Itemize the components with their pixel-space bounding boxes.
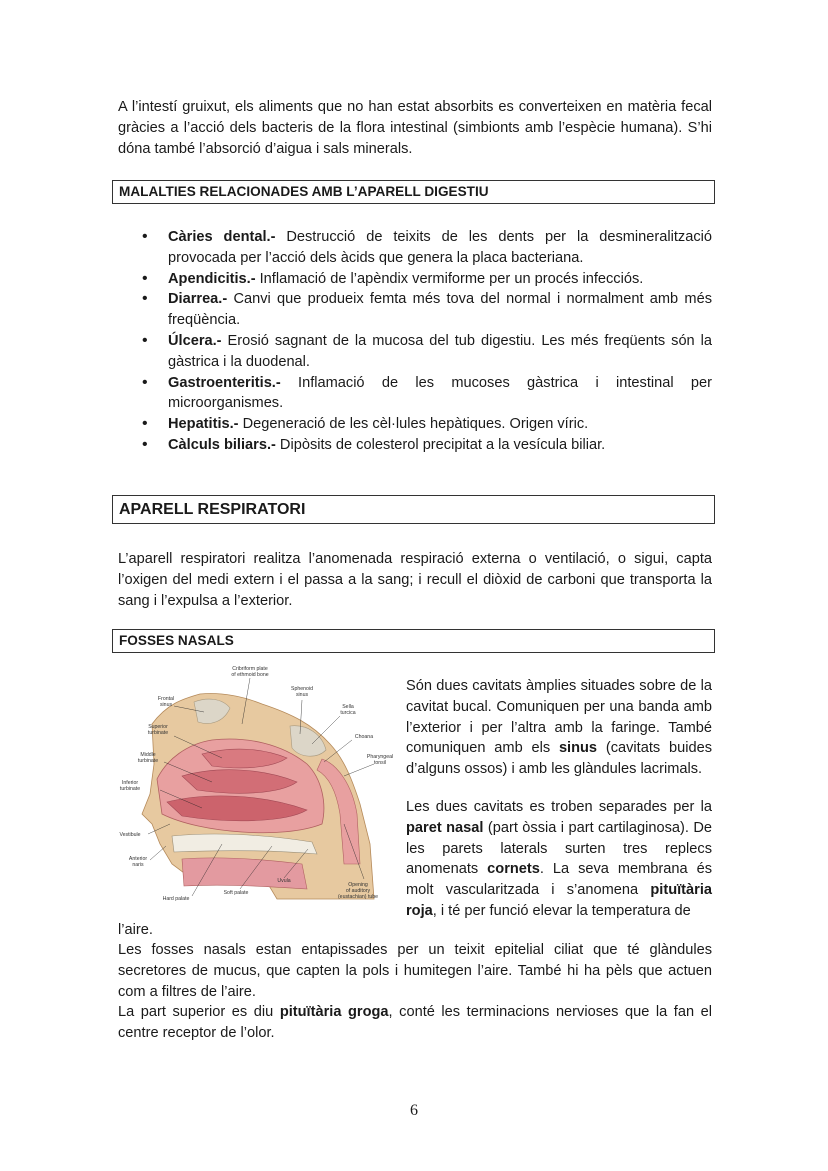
label-uvula: Uvula: [277, 878, 291, 884]
text-run: Són dues cavitats àmplies situades sobre de la cavitat bucal. Comuniquen per una banda amb l’exterior i per l’altra amb la faringe. També comuniquen amb els: [406, 678, 712, 757]
text-run: , conté les terminacions nervioses que la fan el centre receptor de l’olor.: [118, 1004, 713, 1041]
label-inferior: Inferior: [121, 780, 139, 786]
label-frontal: Frontal: [157, 696, 175, 702]
section-heading-diseases: MALALTIES RELACIONADES AMB L’APARELL DIGESTIU: [112, 180, 715, 204]
list-item: [140, 289, 712, 331]
disease-desc: Erosió sagnant de la mucosa del tub digestiu. Les més freqüents són la gàstrica i la duodenal.: [168, 332, 712, 370]
page-number: 6: [410, 1102, 418, 1119]
disease-desc: Dipòsits de colesterol precipitat a la vesícula biliar.: [275, 436, 606, 453]
disease-desc: Canvi que produeix femta més tova del normal i normalment amb més freqüència.: [168, 291, 712, 329]
nasal-paragraph-1: [406, 676, 712, 780]
label-pharyngeal: Pharyngeal: [366, 754, 394, 760]
label-sella: Sella: [342, 704, 354, 710]
intro-paragraph: A l’intestí gruixut, els aliments que no han estat absorbits es converteixen en matèria fecal gràcies a l’acció dels bacteris de la flora intestinal (simbionts amb l’espècie humana). S’hi dóna també l’absorció d’aigua i sals minerals.: [118, 99, 712, 157]
label-opening-3: (eustachian) tube: [337, 894, 379, 900]
nasal-cavity-illustration: [112, 664, 397, 904]
text-run: , i té per funció elevar la temperatura de: [432, 902, 691, 919]
disease-desc: Inflamació de les mucoses gàstrica i intestinal per microorganismes.: [168, 374, 712, 412]
label-hard-palate: Hard palate: [162, 896, 190, 902]
disease-term: Càlculs biliars.-: [168, 436, 276, 453]
disease-term: Úlcera.-: [168, 332, 222, 349]
disease-term: Càries dental.-: [168, 229, 276, 245]
label-cribriform: Cribriform plate: [232, 666, 268, 672]
text-run: La part superior es diu: [118, 1004, 280, 1020]
label-sphenoid-2: sinus: [295, 692, 309, 698]
nasal-paragraph-3: Les fosses nasals estan entapissades per un teixit epitelial ciliat que té glàndules secretores de mucus, que capten la pols i humitegen l’aire. També hi ha pèls que actuen com a filtres de l’aire.: [118, 942, 712, 1000]
list-item: [140, 227, 712, 269]
text-run: . La seva membrana és molt vascularitzada i s’anomena: [406, 861, 712, 899]
term-cornets: cornets: [487, 861, 540, 878]
nasal-paragraph-2-end: l’aire.: [118, 922, 153, 938]
list-item: [140, 331, 712, 373]
section-heading-respiratory: APARELL RESPIRATORI: [112, 495, 715, 524]
list-item: [140, 373, 712, 415]
term-sinus: sinus: [558, 740, 598, 757]
text-run: (part òssia i part cartilaginosa). De les parets laterals surten tres replecs anomenats: [406, 819, 712, 878]
term-paret-nasal: paret nasal: [406, 819, 484, 836]
text-run: Les dues cavitats es troben separades per la: [406, 799, 712, 815]
label-anterior-2: naris: [132, 862, 144, 868]
text-run: (cavitats buides d’alguns ossos) i amb les glàndules lacrimals.: [406, 740, 712, 778]
label-sphenoid: Sphenoid: [291, 686, 313, 692]
label-soft-palate: Soft palate: [223, 890, 249, 896]
disease-desc: Destrucció de teixits de les dents per la desmineralització provocada per l’acció dels àcids que genera la placa bacteriana.: [168, 229, 712, 266]
label-cribriform-2: of ethmoid bone: [231, 672, 269, 678]
term-pituitaria-groga: pituïtària groga: [279, 1004, 389, 1020]
disease-term: Diarrea.-: [168, 291, 228, 308]
disease-term: Hepatitis.-: [168, 416, 239, 433]
tongue-shape: [182, 858, 307, 889]
term-pituitaria-roja: pituïtària roja: [406, 882, 712, 919]
section-heading-nasal: FOSSES NASALS: [112, 629, 715, 653]
nasal-paragraph-2: [406, 797, 712, 922]
disease-term: Apendicitis.-: [168, 270, 256, 287]
label-sella-2: turcica: [340, 710, 356, 716]
label-choana: Choana: [354, 734, 374, 740]
nasal-paragraph-4: [118, 1002, 712, 1044]
label-pharyngeal-2: tonsil: [373, 760, 387, 766]
sphenoid-sinus-shape: [290, 726, 326, 756]
label-superior-2: turbinate: [147, 730, 169, 736]
label-superior: Superior: [148, 724, 168, 730]
label-middle: Middle: [140, 752, 156, 758]
label-vestibule: Vestibule: [119, 832, 141, 838]
respiratory-paragraph: L’aparell respiratori realitza l’anomenada respiració externa o ventilació, o sigui, capta l’oxigen del medi extern i el passa a la sang; i recull el diòxid de carboni que transporta la sang i l’expulsa a l’exterior.: [118, 551, 712, 609]
label-inferior-2: turbinate: [119, 786, 141, 792]
disease-term: Gastroenteritis.-: [168, 374, 281, 391]
list-item: [140, 435, 712, 456]
label-frontal-2: sinus: [159, 702, 173, 708]
label-opening: Opening: [348, 882, 368, 888]
disease-list: [140, 227, 712, 456]
label-middle-2: turbinate: [137, 758, 159, 764]
label-anterior: Anterior: [128, 856, 148, 862]
label-opening-2: of auditory: [345, 888, 371, 894]
disease-desc: Degeneració de les cèl·lules hepàtiques. Origen víric.: [238, 416, 589, 433]
disease-desc: Inflamació de l’apèndix vermiforme per un procés infecciós.: [255, 270, 644, 287]
list-item: [140, 414, 712, 435]
list-item: [140, 269, 712, 290]
